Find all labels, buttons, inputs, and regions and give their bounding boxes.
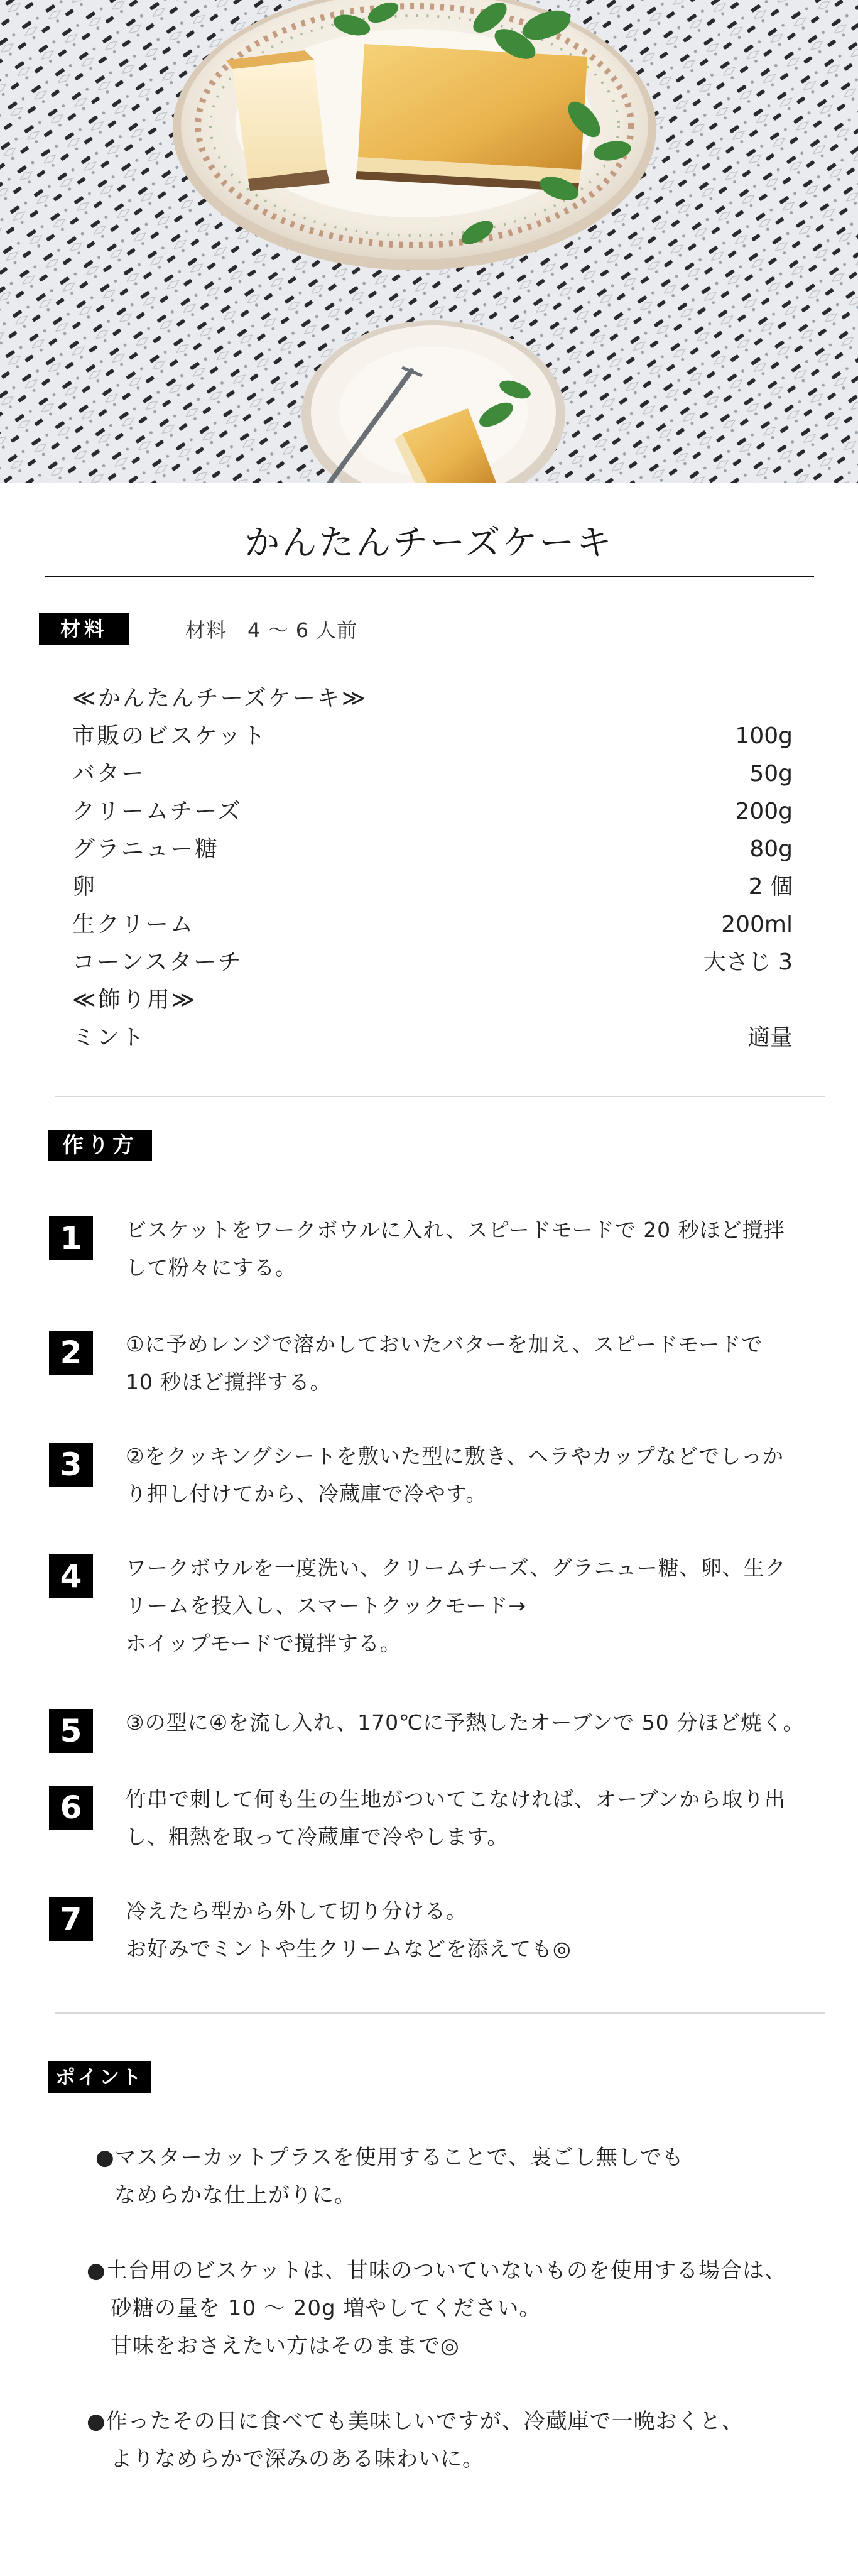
point-line: ●作ったその日に食べても美味しいですが、冷蔵庫で一晩おくと、 <box>87 2409 744 2434</box>
ingredient-amount: 100g <box>735 723 793 749</box>
cheesecake-block <box>356 44 587 192</box>
step-text <box>126 1781 829 1856</box>
step-text <box>126 1549 829 1662</box>
step-text <box>126 1704 829 1742</box>
step-line: 竹串で刺して何も生の生地がついてこなければ、オーブンから取り出 <box>126 1787 786 1811</box>
point-item <box>87 2403 744 2478</box>
ingredient-row <box>72 793 793 831</box>
point-item <box>95 2139 684 2214</box>
step-number: 6 <box>49 1786 93 1830</box>
ingredient-amount: 2 個 <box>748 874 793 900</box>
step-line: ②をクッキングシートを敷いた型に敷き、ヘラやカップなどでしっか <box>126 1444 784 1468</box>
step-text <box>126 1892 829 1968</box>
ingredient-name: ミント <box>72 1025 146 1051</box>
ingredient-name: グラニュー糖 <box>72 836 220 862</box>
step-number: 5 <box>49 1709 93 1753</box>
ingredient-name: 生クリーム <box>72 912 195 937</box>
ingredient-amount: 200ml <box>721 912 793 937</box>
hero-photo <box>0 0 858 483</box>
ingredient-row <box>72 981 793 1019</box>
materials-tag: 材料 <box>39 613 129 645</box>
point-tag: ポイント <box>48 2061 151 2093</box>
point-item <box>87 2252 786 2365</box>
ingredient-row <box>72 680 793 718</box>
step-line: して粉々にする。 <box>126 1255 296 1280</box>
step-text <box>126 1211 829 1287</box>
step-text <box>126 1326 829 1401</box>
title-underline <box>45 576 814 577</box>
ingredient-name: バター <box>72 761 146 787</box>
step-line: 10 秒ほど撹拌する。 <box>126 1370 332 1394</box>
step-line: り押し付けてから、冷蔵庫で冷やす。 <box>126 1482 487 1506</box>
step-line: お好みでミントや生クリームなどを添えても◎ <box>126 1936 572 1961</box>
step-number: 2 <box>49 1331 93 1375</box>
step-number: 7 <box>49 1897 93 1941</box>
step-line: 冷えたら型から外して切り分ける。 <box>126 1899 467 1923</box>
point-line: ●土台用のビスケットは、甘味のついていないものを使用する場合は、 <box>87 2258 786 2283</box>
ingredient-row <box>72 868 793 906</box>
page-title: かんたんチーズケーキ <box>244 523 614 564</box>
ingredient-row <box>72 1019 793 1057</box>
step-number: 1 <box>49 1216 93 1260</box>
ingredient-name: 市販のビスケット <box>72 723 268 749</box>
ingredient-name: ≪飾り用≫ <box>72 987 197 1013</box>
ingredient-row <box>72 718 793 755</box>
point-line: よりなめらかで深みのある味わいに。 <box>111 2447 484 2472</box>
section-divider <box>55 2012 825 2014</box>
ingredient-amount: 200g <box>735 799 793 824</box>
steps-tag: 作り方 <box>48 1130 152 1161</box>
step-line: ビスケットをワークボウルに入れ、スピードモードで 20 秒ほど撹拌 <box>126 1218 785 1242</box>
ingredient-amount: 適量 <box>747 1025 793 1051</box>
point-line: ●マスターカットプラスを使用することで、裏ごし無しでも <box>95 2145 684 2170</box>
ingredient-row <box>72 755 793 793</box>
ingredient-list <box>72 680 793 1057</box>
cheesecake-photo <box>0 0 858 483</box>
ingredient-amount: 80g <box>749 836 793 862</box>
point-line: 甘味をおさえたい方はそのままで◎ <box>111 2333 460 2359</box>
ingredient-row <box>72 831 793 868</box>
step-number: 3 <box>49 1443 93 1487</box>
ingredient-name: クリームチーズ <box>72 799 242 824</box>
ingredient-row <box>72 944 793 981</box>
ingredient-name: ≪かんたんチーズケーキ≫ <box>72 685 367 711</box>
ingredient-name: 卵 <box>72 874 97 900</box>
step-line: ①に予めレンジで溶かしておいたバターを加え、スピードモードで <box>126 1332 763 1356</box>
step-line: ③の型に④を流し入れ、170℃に予熱したオーブンで 50 分ほど焼く。 <box>126 1710 805 1735</box>
step-line: し、粗熱を取って冷蔵庫で冷やします。 <box>126 1825 509 1849</box>
ingredient-amount: 50g <box>749 761 793 787</box>
serving-size: 材料 4 〜 6 人前 <box>185 618 358 642</box>
point-line: 砂糖の量を 10 〜 20g 増やしてください。 <box>111 2296 541 2321</box>
step-line: ワークボウルを一度洗い、クリームチーズ、グラニュー糖、卵、生ク <box>126 1556 786 1580</box>
point-line: なめらかな仕上がりに。 <box>114 2183 356 2208</box>
ingredient-name: コーンスターチ <box>72 949 243 975</box>
ingredient-row <box>72 906 793 944</box>
step-text <box>126 1438 829 1513</box>
step-line: リームを投入し、スマートクックモード→ <box>126 1593 527 1618</box>
step-line: ホイップモードで撹拌する。 <box>126 1631 401 1656</box>
section-divider <box>55 1096 825 1097</box>
step-number: 4 <box>49 1554 93 1598</box>
ingredient-amount: 大さじ 3 <box>703 949 793 975</box>
